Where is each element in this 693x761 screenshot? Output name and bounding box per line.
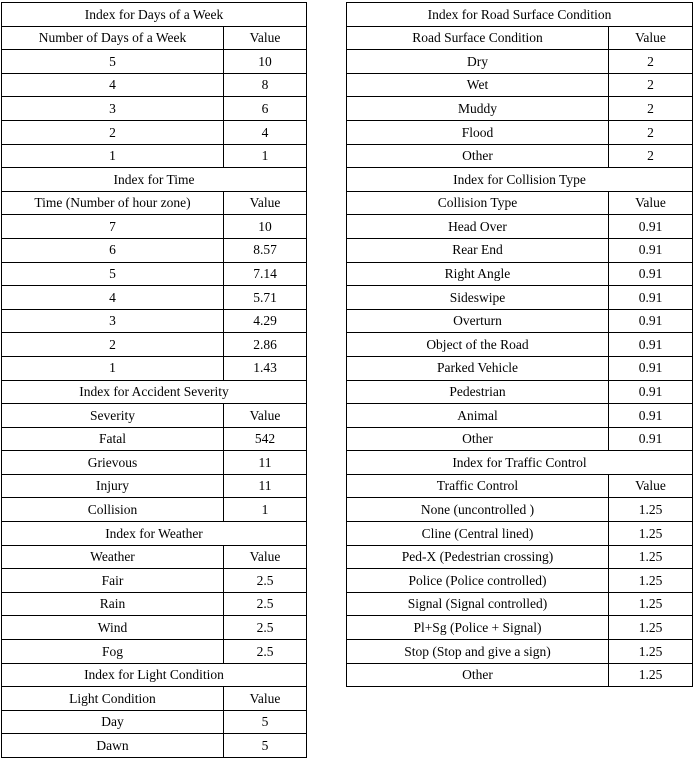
table-row bbox=[347, 144, 693, 168]
traffic-header-row bbox=[347, 474, 693, 498]
time-label-header: Time (Number of hour zone) bbox=[2, 191, 224, 215]
row-label-cell: Police (Police controlled) bbox=[347, 569, 609, 593]
table-row bbox=[347, 120, 693, 144]
row-value-cell: 0.91 bbox=[609, 309, 693, 333]
row-value-cell: 1.25 bbox=[609, 592, 693, 616]
time-title-row bbox=[2, 168, 307, 192]
row-label-cell: Grievous bbox=[2, 451, 224, 475]
row-value-cell: 1.25 bbox=[609, 616, 693, 640]
row-label-cell: 1 bbox=[2, 144, 224, 168]
road-section-title: Index for Road Surface Condition bbox=[347, 3, 693, 27]
row-label-cell: Signal (Signal controlled) bbox=[347, 592, 609, 616]
row-value-cell: 0.91 bbox=[609, 380, 693, 404]
row-label-cell: Right Angle bbox=[347, 262, 609, 286]
light-title-row bbox=[2, 663, 307, 687]
row-value-cell: 10 bbox=[224, 50, 307, 74]
row-label-cell: 3 bbox=[2, 97, 224, 121]
row-label-cell: 4 bbox=[2, 286, 224, 310]
row-label-cell: Cline (Central lined) bbox=[347, 522, 609, 546]
table-row bbox=[2, 710, 307, 734]
table-row bbox=[347, 545, 693, 569]
row-label-cell: Sideswipe bbox=[347, 286, 609, 310]
table-row bbox=[2, 498, 307, 522]
row-label-cell: Object of the Road bbox=[347, 333, 609, 357]
traffic-label-header: Traffic Control bbox=[347, 474, 609, 498]
row-value-cell: 2 bbox=[609, 144, 693, 168]
row-label-cell: 2 bbox=[2, 120, 224, 144]
light-section-title: Index for Light Condition bbox=[2, 663, 307, 687]
table-row bbox=[347, 356, 693, 380]
row-label-cell: Head Over bbox=[347, 215, 609, 239]
table-row bbox=[347, 215, 693, 239]
light-header-row bbox=[2, 687, 307, 711]
row-value-cell: 5.71 bbox=[224, 286, 307, 310]
row-value-cell: 5 bbox=[224, 734, 307, 758]
light-value-header: Value bbox=[224, 687, 307, 711]
row-value-cell: 11 bbox=[224, 451, 307, 475]
row-value-cell: 1.25 bbox=[609, 663, 693, 687]
table-row bbox=[2, 569, 307, 593]
row-value-cell: 1.25 bbox=[609, 498, 693, 522]
row-value-cell: 0.91 bbox=[609, 215, 693, 239]
table-row bbox=[347, 50, 693, 74]
table-row bbox=[347, 262, 693, 286]
table-row bbox=[347, 73, 693, 97]
table-row bbox=[347, 522, 693, 546]
row-value-cell: 7.14 bbox=[224, 262, 307, 286]
row-label-cell: Fog bbox=[2, 640, 224, 664]
table-row bbox=[2, 333, 307, 357]
row-value-cell: 0.91 bbox=[609, 333, 693, 357]
row-label-cell: Flood bbox=[347, 120, 609, 144]
table-row bbox=[347, 380, 693, 404]
table-row bbox=[347, 640, 693, 664]
row-value-cell: 1.43 bbox=[224, 356, 307, 380]
road-label-header: Road Surface Condition bbox=[347, 26, 609, 50]
row-label-cell: 5 bbox=[2, 262, 224, 286]
row-label-cell: Other bbox=[347, 144, 609, 168]
row-value-cell: 1 bbox=[224, 498, 307, 522]
table-row bbox=[2, 120, 307, 144]
weather-title-row bbox=[2, 522, 307, 546]
time-section-title: Index for Time bbox=[2, 168, 307, 192]
table-row bbox=[2, 616, 307, 640]
row-label-cell: Pl+Sg (Police + Signal) bbox=[347, 616, 609, 640]
left-table-body bbox=[2, 3, 307, 758]
row-value-cell: 0.91 bbox=[609, 286, 693, 310]
severity-value-header: Value bbox=[224, 404, 307, 428]
right-table-body bbox=[347, 3, 693, 687]
table-row bbox=[2, 144, 307, 168]
collision-header-row bbox=[347, 191, 693, 215]
row-value-cell: 0.91 bbox=[609, 427, 693, 451]
table-row bbox=[347, 238, 693, 262]
table-row bbox=[2, 640, 307, 664]
row-label-cell: Wet bbox=[347, 73, 609, 97]
time-header-row bbox=[2, 191, 307, 215]
row-value-cell: 4 bbox=[224, 120, 307, 144]
table-row bbox=[2, 238, 307, 262]
table-row bbox=[347, 498, 693, 522]
table-row bbox=[347, 592, 693, 616]
row-label-cell: Collision bbox=[2, 498, 224, 522]
weather-label-header: Weather bbox=[2, 545, 224, 569]
row-value-cell: 0.91 bbox=[609, 404, 693, 428]
row-value-cell: 5 bbox=[224, 710, 307, 734]
row-label-cell: 5 bbox=[2, 50, 224, 74]
row-value-cell: 8 bbox=[224, 73, 307, 97]
weather-header-row bbox=[2, 545, 307, 569]
days-section-title: Index for Days of a Week bbox=[2, 3, 307, 27]
row-value-cell: 2.5 bbox=[224, 616, 307, 640]
row-label-cell: 7 bbox=[2, 215, 224, 239]
table-row bbox=[2, 356, 307, 380]
table-row bbox=[347, 333, 693, 357]
row-value-cell: 1.25 bbox=[609, 569, 693, 593]
traffic-title-row bbox=[347, 451, 693, 475]
row-label-cell: Other bbox=[347, 663, 609, 687]
table-row bbox=[2, 215, 307, 239]
table-row bbox=[2, 73, 307, 97]
days-value-header: Value bbox=[224, 26, 307, 50]
row-value-cell: 2 bbox=[609, 97, 693, 121]
row-value-cell: 1.25 bbox=[609, 545, 693, 569]
collision-value-header: Value bbox=[609, 191, 693, 215]
row-value-cell: 2 bbox=[609, 120, 693, 144]
severity-title-row bbox=[2, 380, 307, 404]
row-label-cell: Fatal bbox=[2, 427, 224, 451]
row-label-cell: Overturn bbox=[347, 309, 609, 333]
row-value-cell: 2.5 bbox=[224, 640, 307, 664]
table-row bbox=[2, 592, 307, 616]
row-value-cell: 2.5 bbox=[224, 592, 307, 616]
row-value-cell: 1 bbox=[224, 144, 307, 168]
row-value-cell: 11 bbox=[224, 474, 307, 498]
row-value-cell: 2 bbox=[609, 73, 693, 97]
row-label-cell: Parked Vehicle bbox=[347, 356, 609, 380]
collision-section-title: Index for Collision Type bbox=[347, 168, 693, 192]
road-title-row bbox=[347, 3, 693, 27]
table-row bbox=[2, 309, 307, 333]
row-value-cell: 0.91 bbox=[609, 356, 693, 380]
table-row bbox=[347, 427, 693, 451]
severity-header-row bbox=[2, 404, 307, 428]
row-label-cell: Other bbox=[347, 427, 609, 451]
row-label-cell: Wind bbox=[2, 616, 224, 640]
traffic-value-header: Value bbox=[609, 474, 693, 498]
row-label-cell: Pedestrian bbox=[347, 380, 609, 404]
collision-label-header: Collision Type bbox=[347, 191, 609, 215]
time-value-header: Value bbox=[224, 191, 307, 215]
road-value-header: Value bbox=[609, 26, 693, 50]
row-label-cell: Injury bbox=[2, 474, 224, 498]
row-label-cell: Dawn bbox=[2, 734, 224, 758]
row-value-cell: 0.91 bbox=[609, 238, 693, 262]
row-label-cell: Stop (Stop and give a sign) bbox=[347, 640, 609, 664]
table-row bbox=[347, 286, 693, 310]
road-header-row bbox=[347, 26, 693, 50]
row-value-cell: 10 bbox=[224, 215, 307, 239]
table-row bbox=[2, 734, 307, 758]
row-label-cell: 3 bbox=[2, 309, 224, 333]
table-row bbox=[347, 97, 693, 121]
row-label-cell: 1 bbox=[2, 356, 224, 380]
table-row bbox=[2, 50, 307, 74]
row-value-cell: 542 bbox=[224, 427, 307, 451]
row-value-cell: 0.91 bbox=[609, 262, 693, 286]
row-value-cell: 8.57 bbox=[224, 238, 307, 262]
light-label-header: Light Condition bbox=[2, 687, 224, 711]
row-label-cell: Day bbox=[2, 710, 224, 734]
row-label-cell: Dry bbox=[347, 50, 609, 74]
table-row bbox=[347, 569, 693, 593]
severity-section-title: Index for Accident Severity bbox=[2, 380, 307, 404]
left-index-table bbox=[1, 2, 307, 758]
table-row bbox=[2, 451, 307, 475]
row-value-cell: 2.5 bbox=[224, 569, 307, 593]
row-value-cell: 4.29 bbox=[224, 309, 307, 333]
table-row bbox=[2, 474, 307, 498]
row-value-cell: 2 bbox=[609, 50, 693, 74]
row-label-cell: Animal bbox=[347, 404, 609, 428]
severity-label-header: Severity bbox=[2, 404, 224, 428]
table-row bbox=[2, 97, 307, 121]
row-label-cell: Rain bbox=[2, 592, 224, 616]
row-label-cell: Ped-X (Pedestrian crossing) bbox=[347, 545, 609, 569]
table-row bbox=[2, 262, 307, 286]
row-label-cell: 2 bbox=[2, 333, 224, 357]
days-title-row bbox=[2, 3, 307, 27]
row-label-cell: Rear End bbox=[347, 238, 609, 262]
days-label-header: Number of Days of a Week bbox=[2, 26, 224, 50]
row-value-cell: 2.86 bbox=[224, 333, 307, 357]
table-row bbox=[347, 616, 693, 640]
table-row bbox=[347, 663, 693, 687]
row-label-cell: 6 bbox=[2, 238, 224, 262]
weather-section-title: Index for Weather bbox=[2, 522, 307, 546]
row-value-cell: 6 bbox=[224, 97, 307, 121]
collision-title-row bbox=[347, 168, 693, 192]
table-row bbox=[2, 286, 307, 310]
row-value-cell: 1.25 bbox=[609, 640, 693, 664]
row-value-cell: 1.25 bbox=[609, 522, 693, 546]
table-row bbox=[347, 309, 693, 333]
right-index-table bbox=[346, 2, 693, 687]
table-row bbox=[347, 404, 693, 428]
days-header-row bbox=[2, 26, 307, 50]
traffic-section-title: Index for Traffic Control bbox=[347, 451, 693, 475]
table-row bbox=[2, 427, 307, 451]
row-label-cell: 4 bbox=[2, 73, 224, 97]
weather-value-header: Value bbox=[224, 545, 307, 569]
row-label-cell: None (uncontrolled ) bbox=[347, 498, 609, 522]
row-label-cell: Muddy bbox=[347, 97, 609, 121]
row-label-cell: Fair bbox=[2, 569, 224, 593]
